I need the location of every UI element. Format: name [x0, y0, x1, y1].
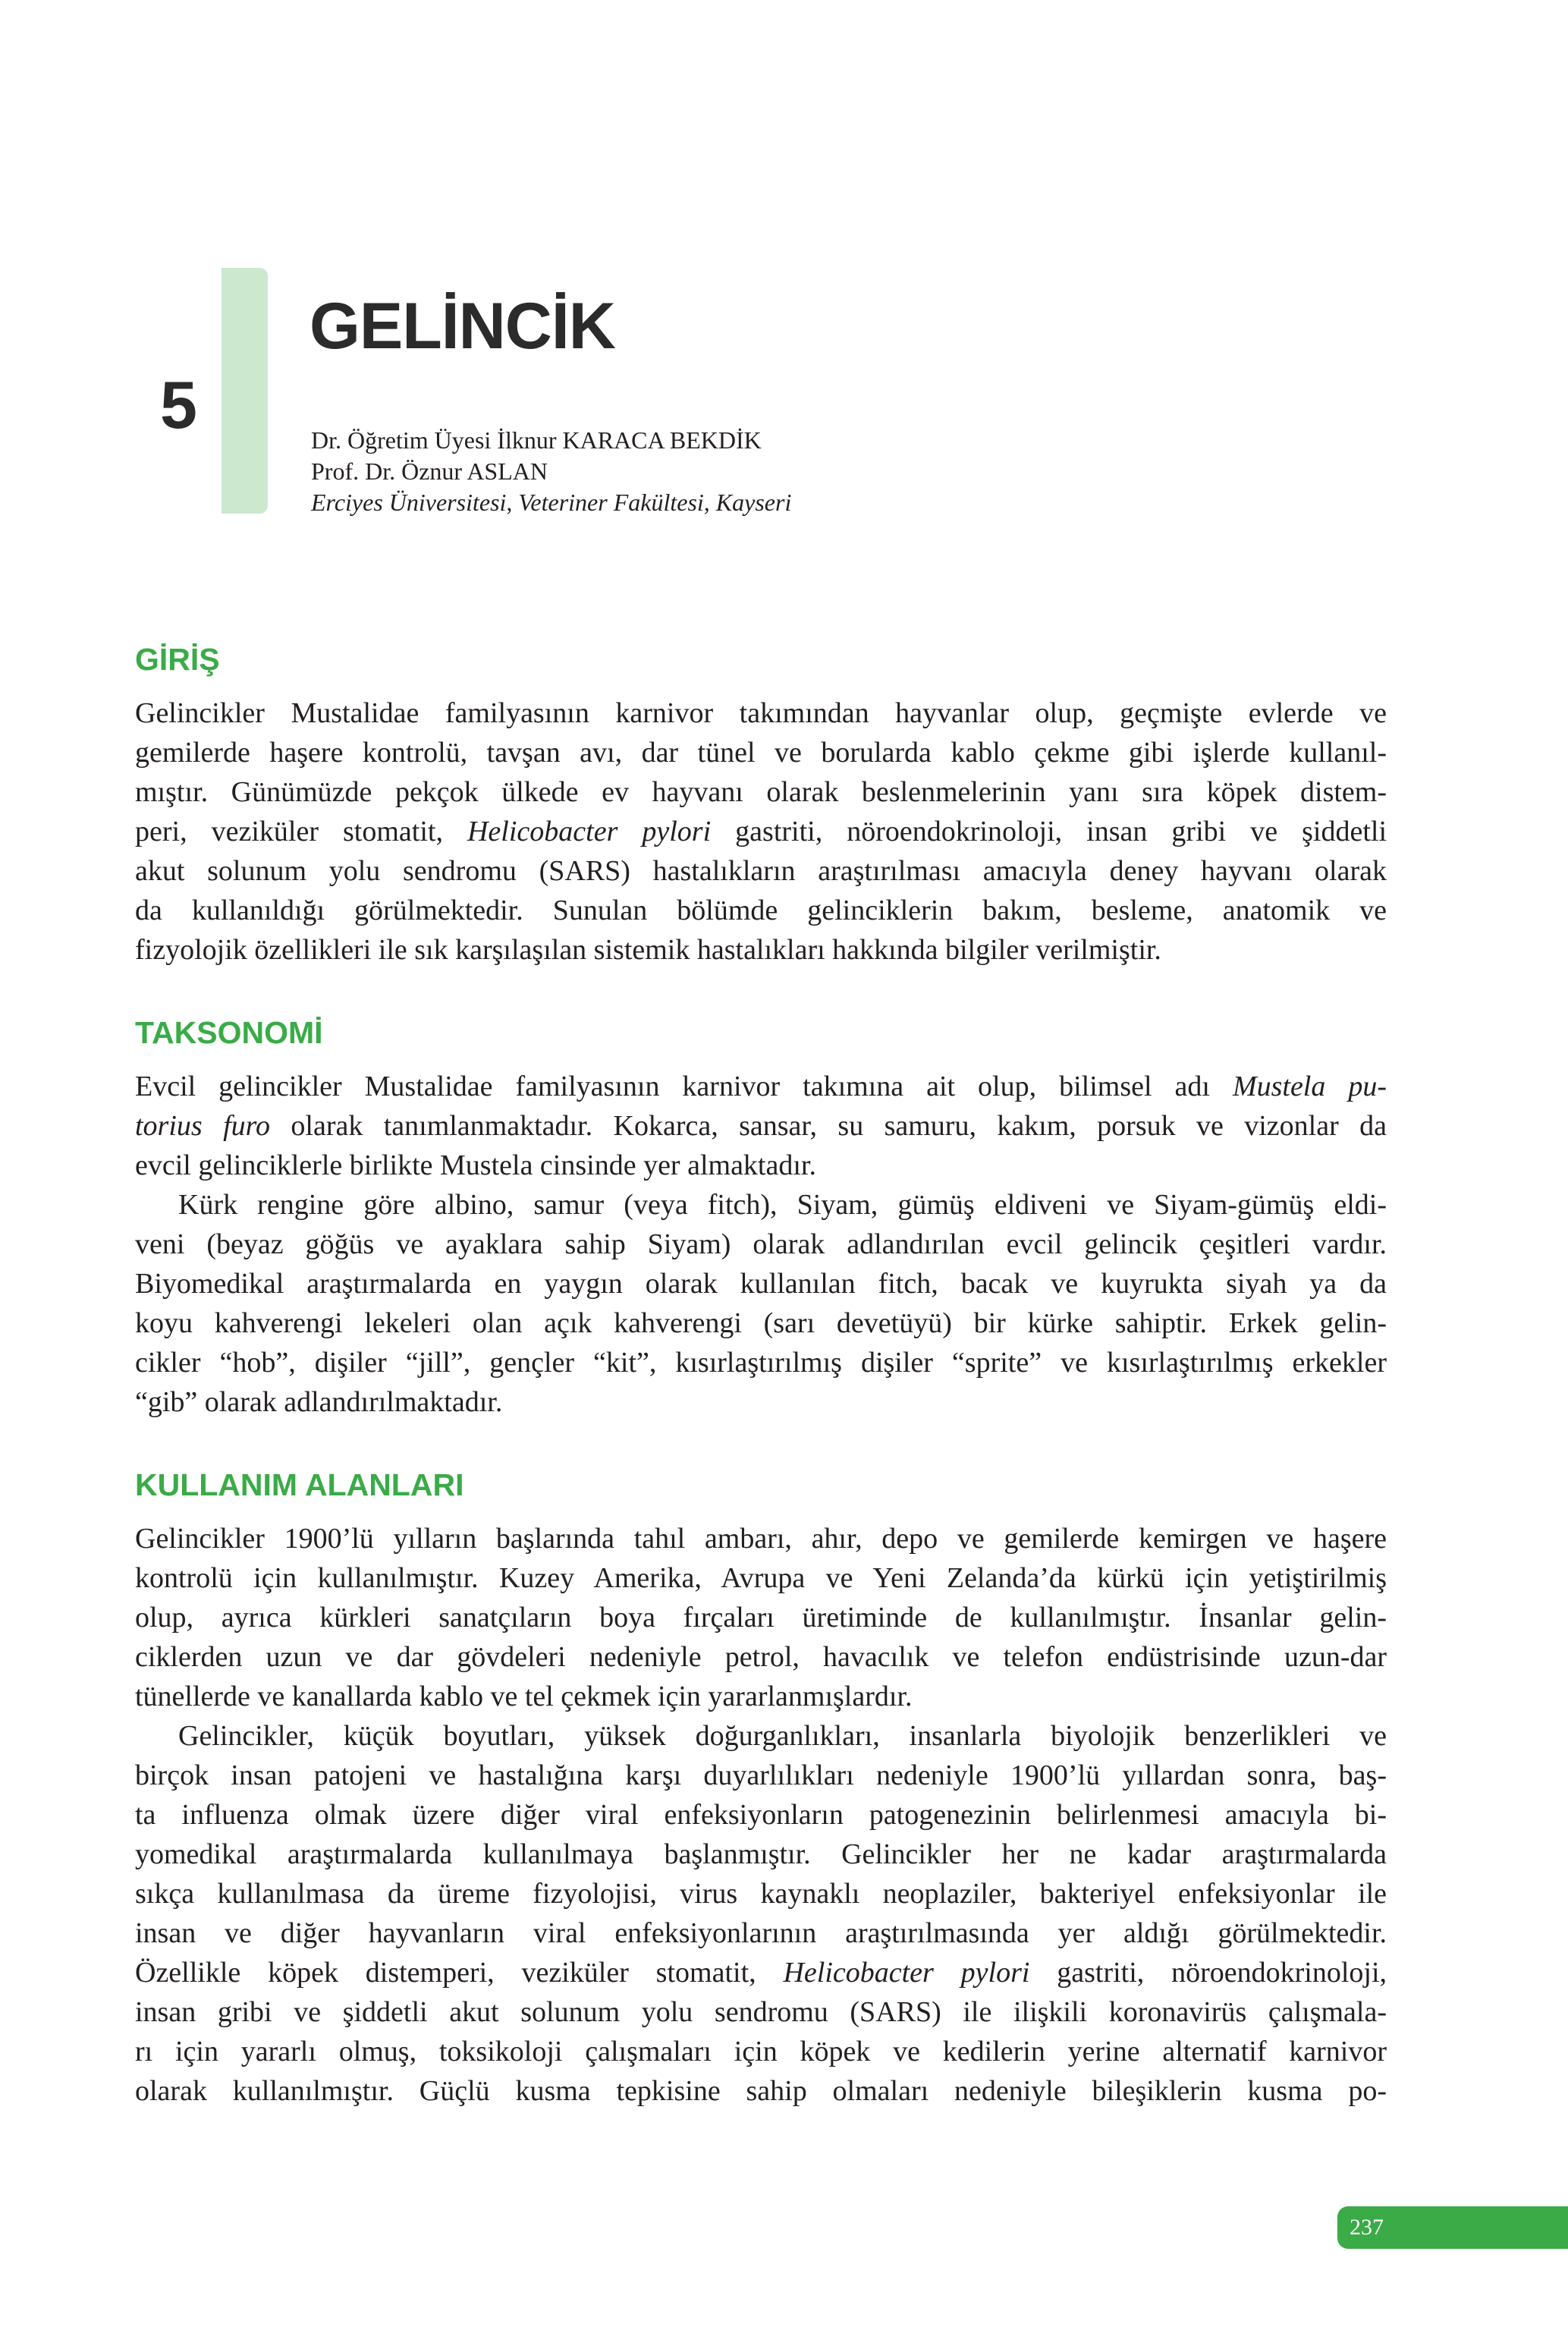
text-span: gastriti, nöroendokrinoloji, insan gribi ve şiddetli: [711, 816, 1387, 847]
text-span: olarak kullanılmıştır. Güçlü kusma tepkisine sahip olmaları nedeniyle bileşiklerin kusma po-: [135, 2075, 1387, 2107]
text-span: Gelincikler Mustalidae familyasının karnivor takımından hayvanlar olup, geçmişte evlerde ve: [135, 697, 1387, 729]
text-line: [135, 1795, 1387, 1835]
text-line: [135, 1756, 1387, 1795]
text-span: Evcil gelincikler Mustalidae familyasının karnivor takımına ait olup, bilimsel adı: [135, 1071, 1233, 1102]
text-span: olarak tanımlanmaktadır. Kokarca, sansar, su samuru, kakım, porsuk ve vizonlar da: [270, 1110, 1387, 1142]
page-number-tab: [1337, 2206, 1568, 2249]
text-line: [135, 1146, 1387, 1185]
text-line: [135, 1716, 1387, 1756]
text-span: da kullanıldığı görülmektedir. Sunulan bölümde gelinciklerin bakım, besleme, anatomik ve: [135, 895, 1387, 926]
section: [135, 1017, 1387, 1422]
text-line: [135, 1225, 1387, 1264]
chapter-number: 5: [160, 367, 197, 442]
text-line: [135, 733, 1387, 772]
italic-term: Helicobacter pylori: [467, 816, 712, 847]
chapter-body: [135, 644, 1387, 2111]
text-span: akut solunum yolu sendromu (SARS) hastalıkların araştırılması amacıyla deney hayvanı olarak: [135, 855, 1387, 887]
paragraph: [135, 1716, 1387, 2111]
page-number: 237: [1350, 2215, 1384, 2240]
section-heading: KULLANIM ALANLARI: [135, 1467, 464, 1502]
text-span: Gelincikler, küçük boyutları, yüksek doğurganlıkları, insanlarla biyolojik benzerlikleri ve: [178, 1720, 1387, 1752]
text-span: koyu kahverengi lekeleri olan açık kahverengi (sarı devetüyü) bir kürke sahiptir. Erkek gelin-: [135, 1307, 1387, 1339]
section-heading: TAKSONOMİ: [135, 1015, 323, 1050]
text-line: [135, 772, 1387, 812]
text-span: fizyolojik özellikleri ile sık karşılaşılan sistemik hastalıkları hakkında bilgiler verilmiştir.: [135, 934, 1161, 966]
text-span: “gib” olarak adlandırılmaktadır.: [135, 1386, 503, 1418]
text-line: [135, 1303, 1387, 1343]
paragraph: [135, 1067, 1387, 1185]
section: [135, 644, 1387, 970]
text-span: ta influenza olmak üzere diğer viral enfeksiyonların patogenezinin belirlenmesi amacıyla bi-: [135, 1799, 1387, 1831]
text-span: insan ve diğer hayvanların viral enfeksiyonlarının araştırılmasında yer aldığı görülmektedir.: [135, 1917, 1387, 1949]
author-name: Dr. Öğretim Üyesi İlknur KARACA BEKDİK: [311, 426, 762, 454]
text-line: [135, 1598, 1387, 1637]
italic-term: Helicobacter pylori: [783, 1957, 1030, 1989]
text-line: [135, 2032, 1387, 2071]
text-line: [135, 1106, 1387, 1146]
text-span: olup, ayrıca kürkleri sanatçıların boya fırçaları üretiminde de kullanılmıştır. İnsanlar gelin-: [135, 1602, 1387, 1634]
byline: [311, 425, 791, 518]
text-span: peri, veziküler stomatit,: [135, 816, 467, 847]
text-line: [135, 812, 1387, 851]
text-line: [135, 930, 1387, 970]
text-span: yomedikal araştırmalarda kullanılmaya başlanmıştır. Gelincikler her ne kadar araştırmalarda: [135, 1838, 1387, 1870]
text-span: kontrolü için kullanılmıştır. Kuzey Amerika, Avrupa ve Yeni Zelanda’da kürkü için yetiştirilmiş: [135, 1562, 1387, 1594]
text-span: sıkça kullanılmasa da üreme fizyolojisi, virus kaynaklı neoplaziler, bakteriyel enfeksiyonlar ile: [135, 1878, 1387, 1910]
text-span: veni (beyaz göğüs ve ayaklara sahip Siyam) olarak adlandırılan evcil gelincik çeşitleri vardır.: [135, 1228, 1387, 1260]
text-line: [135, 1835, 1387, 1874]
text-span: mıştır. Günümüzde pekçok ülkede ev hayvanı olarak beslenmelerinin yanı sıra köpek distem-: [135, 776, 1387, 808]
text-line: [135, 1343, 1387, 1382]
text-line: [135, 1519, 1387, 1558]
text-span: evcil gelinciklerle birlikte Mustela cinsinde yer almaktadır.: [135, 1149, 816, 1181]
text-line: [135, 1913, 1387, 1953]
section-heading: GİRİŞ: [135, 642, 220, 677]
text-line: [135, 1953, 1387, 1992]
paragraph: [135, 1519, 1387, 1716]
text-line: [135, 1185, 1387, 1225]
text-span: Özellikle köpek distemperi, veziküler stomatit,: [135, 1957, 784, 1989]
paragraph: [135, 1185, 1387, 1422]
text-span: insan gribi ve şiddetli akut solunum yolu sendromu (SARS) ile ilişkili koronavirüs çalışmala-: [135, 1996, 1387, 2028]
text-line: [135, 891, 1387, 930]
text-line: [135, 693, 1387, 733]
chapter-title: GELİNCİK: [310, 290, 615, 363]
text-span: birçok insan patojeni ve hastalığına karşı duyarlılıkları nedeniyle 1900’lü yıllardan sonra, baş-: [135, 1759, 1387, 1791]
text-span: Biyomedikal araştırmalarda en yaygın olarak kullanılan fitch, bacak ve kuyrukta siyah ya da: [135, 1268, 1387, 1300]
text-line: [135, 1264, 1387, 1303]
text-span: gemilerde haşere kontrolü, tavşan avı, dar tünel ve borularda kablo çekme gibi işlerde kullanıl-: [135, 737, 1387, 769]
author-affiliation: Erciyes Üniversitesi, Veteriner Fakültesi, Kayseri: [311, 489, 792, 516]
text-line: [135, 1067, 1387, 1106]
text-span: tünellerde ve kanallarda kablo ve tel çekmek için yararlanmışlardır.: [135, 1681, 913, 1712]
text-span: cikler “hob”, dişiler “jill”, gençler “kit”, kısırlaştırılmış dişiler “sprite” ve kısırlaştırılmış erkekler: [135, 1347, 1387, 1379]
chapter-accent-bar: [222, 268, 268, 514]
text-span: Gelincikler 1900’lü yılların başlarında tahıl ambarı, ahır, depo ve gemilerde kemirgen ve haşere: [135, 1523, 1387, 1555]
text-line: [135, 1637, 1387, 1677]
text-line: [135, 1874, 1387, 1913]
text-line: [135, 1558, 1387, 1598]
italic-term: torius furo: [135, 1110, 271, 1142]
text-line: [135, 1992, 1387, 2032]
text-span: ciklerden uzun ve dar gövdeleri nedeniyle petrol, havacılık ve telefon endüstrisinde uzun-dar: [135, 1641, 1387, 1673]
text-span: gastriti, nöroendokrinoloji,: [1029, 1957, 1387, 1989]
section: [135, 1467, 1387, 2111]
text-span: Kürk rengine göre albino, samur (veya fitch), Siyam, gümüş eldiveni ve Siyam-gümüş eldi-: [178, 1189, 1387, 1221]
italic-term: Mustela pu-: [1232, 1071, 1387, 1102]
author-name: Prof. Dr. Öznur ASLAN: [311, 458, 548, 485]
text-span: rı için yararlı olmuş, toksikoloji çalışmaları için köpek ve kedilerin yerine alternatif karnivor: [135, 2036, 1387, 2067]
text-line: [135, 2071, 1387, 2111]
text-line: [135, 1382, 1387, 1422]
text-line: [135, 1677, 1387, 1716]
paragraph: [135, 693, 1387, 970]
text-line: [135, 851, 1387, 891]
